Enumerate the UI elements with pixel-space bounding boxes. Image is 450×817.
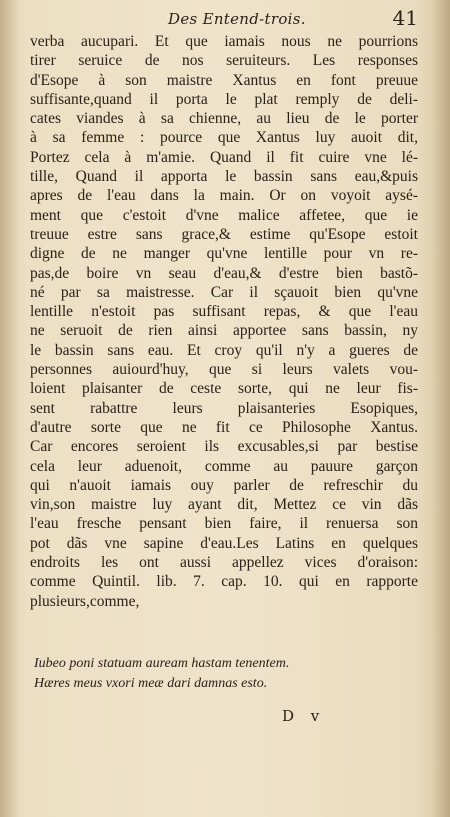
text-line: le bassin sans eau. Et croy qu'il n'y a gueres de (30, 341, 418, 359)
latin-quotation (34, 654, 424, 694)
text-line: digne de ne manger qu'vne lentille pour vn re- (30, 245, 418, 263)
quote-line: Hæres meus vxori meæ dari damnas esto. (34, 676, 268, 691)
text-line: d'autre sorte que ne fit ce Philosophe Xantus. (30, 418, 418, 436)
page-header (0, 6, 450, 32)
text-line: tille, Quand il apporta le bassin sans eau,&puis (30, 168, 418, 186)
text-line: pas,de boire vn seau d'eau,& d'estre bien bastõ- (30, 264, 418, 282)
text-line: apres de l'eau dans la main. Or on voyoit aysé- (30, 187, 418, 205)
text-line: loient plaisanter de ceste sorte, qui ne leur fis- (30, 380, 418, 398)
text-line: ment que c'estoit d'vne malice affetee, que ie (30, 206, 418, 224)
text-line: cates viandes à sa chienne, au lieu de le porter (30, 110, 418, 128)
text-line: pot dãs vne sapine d'eau.Les Latins en quelques (30, 534, 418, 552)
text-line: endroits les ont aussi appellez vices d'oraison: (30, 554, 418, 572)
text-line: sent rabattre leurs plaisanteries Esopiques, (30, 399, 418, 417)
text-line: lentille n'estoit pas suffisant repas, & que l'eau (30, 303, 418, 321)
text-line: né par sa maistresse. Car il sçauoit bien qu'vne (30, 283, 418, 301)
text-line: Car encores seroient ils excusables,si par bestise (30, 438, 418, 456)
text-line: qui n'auoit iamais ouy parler de refreschir du (30, 476, 418, 494)
text-line: personnes auiourd'huy, que si leurs valets vou- (30, 361, 418, 379)
text-line: l'eau fresche pensant bien faire, il renuersa son (30, 515, 418, 533)
page-edge-shadow (432, 0, 450, 817)
text-line: ne seruoit de rien ainsi apportee sans bassin, ny (30, 322, 418, 340)
text-line: cela leur aduenoit, comme au pauure garçon (30, 457, 418, 475)
running-head: Des Entend-trois. (168, 10, 306, 28)
text-line: Portez cela à m'amie. Quand il fit cuire vne lé- (30, 148, 418, 166)
text-line: à sa femme : pource que Xantus luy auoit dit, (30, 129, 418, 147)
text-line: suffisante,quand il porta le plat remply de deli- (30, 90, 418, 108)
body-text (30, 32, 418, 611)
text-line: treuue estre sans grace,& estime qu'Esope estoit (30, 225, 418, 243)
text-line: plusieurs,comme, (30, 592, 140, 610)
text-line: vin,son maistre luy ayant dit, Mettez ce vin dãs (30, 496, 418, 514)
page-number: 41 (392, 6, 418, 30)
text-line: tirer seruice de nos seruiteurs. Les responses (30, 52, 418, 70)
text-line: d'Esope à son maistre Xantus en font preuue (30, 71, 418, 89)
text-line: verba aucupari. Et que iamais nous ne pourrions (30, 33, 418, 50)
quote-line: Iubeo poni statuam auream hastam tenentem. (34, 656, 290, 671)
page-gutter-shadow (0, 0, 18, 817)
text-line: comme Quintil. lib. 7. cap. 10. qui en rapporte (30, 573, 418, 591)
signature-mark: D v (282, 707, 326, 725)
